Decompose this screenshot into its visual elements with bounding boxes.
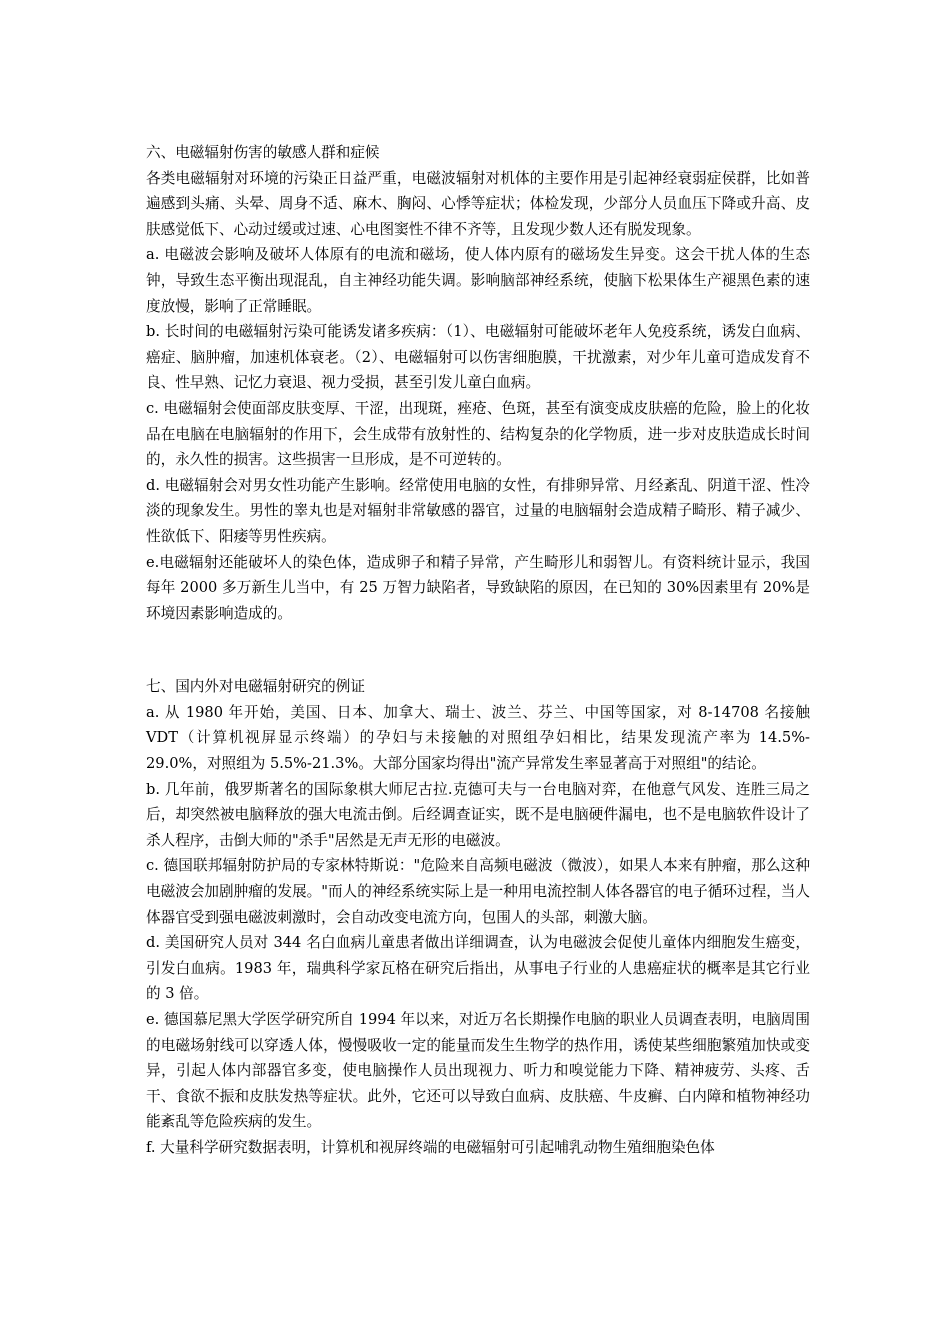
- section-7-item-c: c. 德国联邦辐射防护局的专家林特斯说："危险来自高频电磁波（微波），如果人本来有肿瘤，那么这种电磁波会加剧肿瘤的发展。"而人的神经系统实际上是一种用电流控制人体各器官的电子循环过程，当人体器官受到强电磁波刺激时，会自动改变电流方向，包围人的头部，刺激大脑。: [146, 857, 810, 926]
- section-6-intro-paragraph: 各类电磁辐射对环境的污染正日益严重，电磁波辐射对机体的主要作用是引起神经衰弱症侯群，比如普遍感到头痛、头晕、周身不适、麻木、胸闷、心悸等症状；体检发现，少部分人员血压下降或升高、皮肤感觉低下、心动过缓或过速、心电图窦性不律不齐等，且发现少数人还有脱发现象。: [146, 169, 810, 238]
- section-7-item-e: e. 德国慕尼黑大学医学研究所自 1994 年以来，对近万名长期操作电脑的职业人员调查表明，电脑周围的电磁场射线可以穿透人体，慢慢吸收一定的能量而发生生物学的热作用，诱使某些细胞繁殖加快或变异，引起人体内部器官多变，使电脑操作人员出现视力、听力和嗅觉能力下降、精神疲劳、头疼、舌干、食欲不振和皮肤发热等症状。此外，它还可以导致白血病、皮肤癌、牛皮癣、白内障和植物神经功能紊乱等危险疾病的发生。: [146, 1011, 810, 1131]
- section-7-item-a: a. 从 1980 年开始，美国、日本、加拿大、瑞士、波兰、芬兰、中国等国家，对 8-14708 名接触 VDT（计算机视屏显示终端）的孕妇与未接触的对照组孕妇相比，结果发现流产率为 14.5%- 29.0%，对照组为 5.5%-21.3%。大部分国家均得出"流产异常发生率显著高于对照组"的结论。: [146, 703, 810, 773]
- section-6-item-b: b. 长时间的电磁辐射污染可能诱发诸多疾病：（1）、电磁辐射可能破坏老年人免疫系统，诱发白血病、癌症、脑肿瘤，加速机体衰老。（2）、电磁辐射可以伤害细胞膜，干扰激素，对少年儿童可造成发育不良、性早熟、记忆力衰退、视力受损，甚至引发儿童白血病。: [146, 323, 810, 392]
- section-7-item-d: d. 美国研究人员对 344 名白血病儿童患者做出详细调查，认为电磁波会促使儿童体内细胞发生癌变，引发白血病。1983 年，瑞典科学家瓦格在研究后指出，从事电子行业的人患癌症状的概率是其它行业的 3 倍。: [146, 934, 810, 1003]
- section-6-item-e: e.电磁辐射还能破坏人的染色体，造成卵子和精子异常，产生畸形儿和弱智儿。有资料统计显示，我国每年 2000 多万新生儿当中，有 25 万智力缺陷者，导致缺陷的原因，在已知的 30%因素里有 20%是环境因素影响造成的。: [146, 553, 810, 622]
- section-spacer: [146, 626, 810, 674]
- section-6-item-c: c. 电磁辐射会使面部皮肤变厚、干涩，出现斑，痤疮、色斑，甚至有演变成皮肤癌的危险，脸上的化妆品在电脑在电脑辐射的作用下，会生成带有放射性的、结构复杂的化学物质，进一步对皮肤造成长时间的，永久性的损害。这些损害一旦形成，是不可逆转的。: [146, 399, 810, 469]
- section-7-title: 七、国内外对电磁辐射研究的例证: [146, 678, 365, 696]
- section-6-title: 六、电磁辐射伤害的敏感人群和症候: [146, 144, 380, 161]
- section-6-item-d: d. 电磁辐射会对男女性功能产生影响。经常使用电脑的女性，有排卵异常、月经紊乱、阴道干涩、性冷淡的现象发生。男性的睾丸也是对辐射非常敏感的器官，过量的电脑辐射会造成精子畸形、精子减少、性欲低下、阳痿等男性疾病。: [146, 476, 810, 545]
- document-body: [146, 140, 810, 1161]
- section-7-item-f: f. 大量科学研究数据表明，计算机和视屏终端的电磁辐射可引起哺乳动物生殖细胞染色体: [146, 1138, 715, 1156]
- section-6-item-a: a. 电磁波会影响及破坏人体原有的电流和磁场，使人体内原有的磁场发生异变。这会干扰人体的生态钟，导致生态平衡出现混乱，自主神经功能失调。影响脑部神经系统，使脑下松果体生产褪黑色素的速度放慢，影响了正常睡眠。: [146, 246, 810, 315]
- section-7-item-b: b. 几年前，俄罗斯著名的国际象棋大师尼古拉.克德可夫与一台电脑对弈，在他意气风发、连胜三局之后，却突然被电脑释放的强大电流击倒。后经调查证实，既不是电脑硬件漏电，也不是电脑软件设计了杀人程序，击倒大师的"杀手"居然是无声无形的电磁波。: [146, 780, 810, 849]
